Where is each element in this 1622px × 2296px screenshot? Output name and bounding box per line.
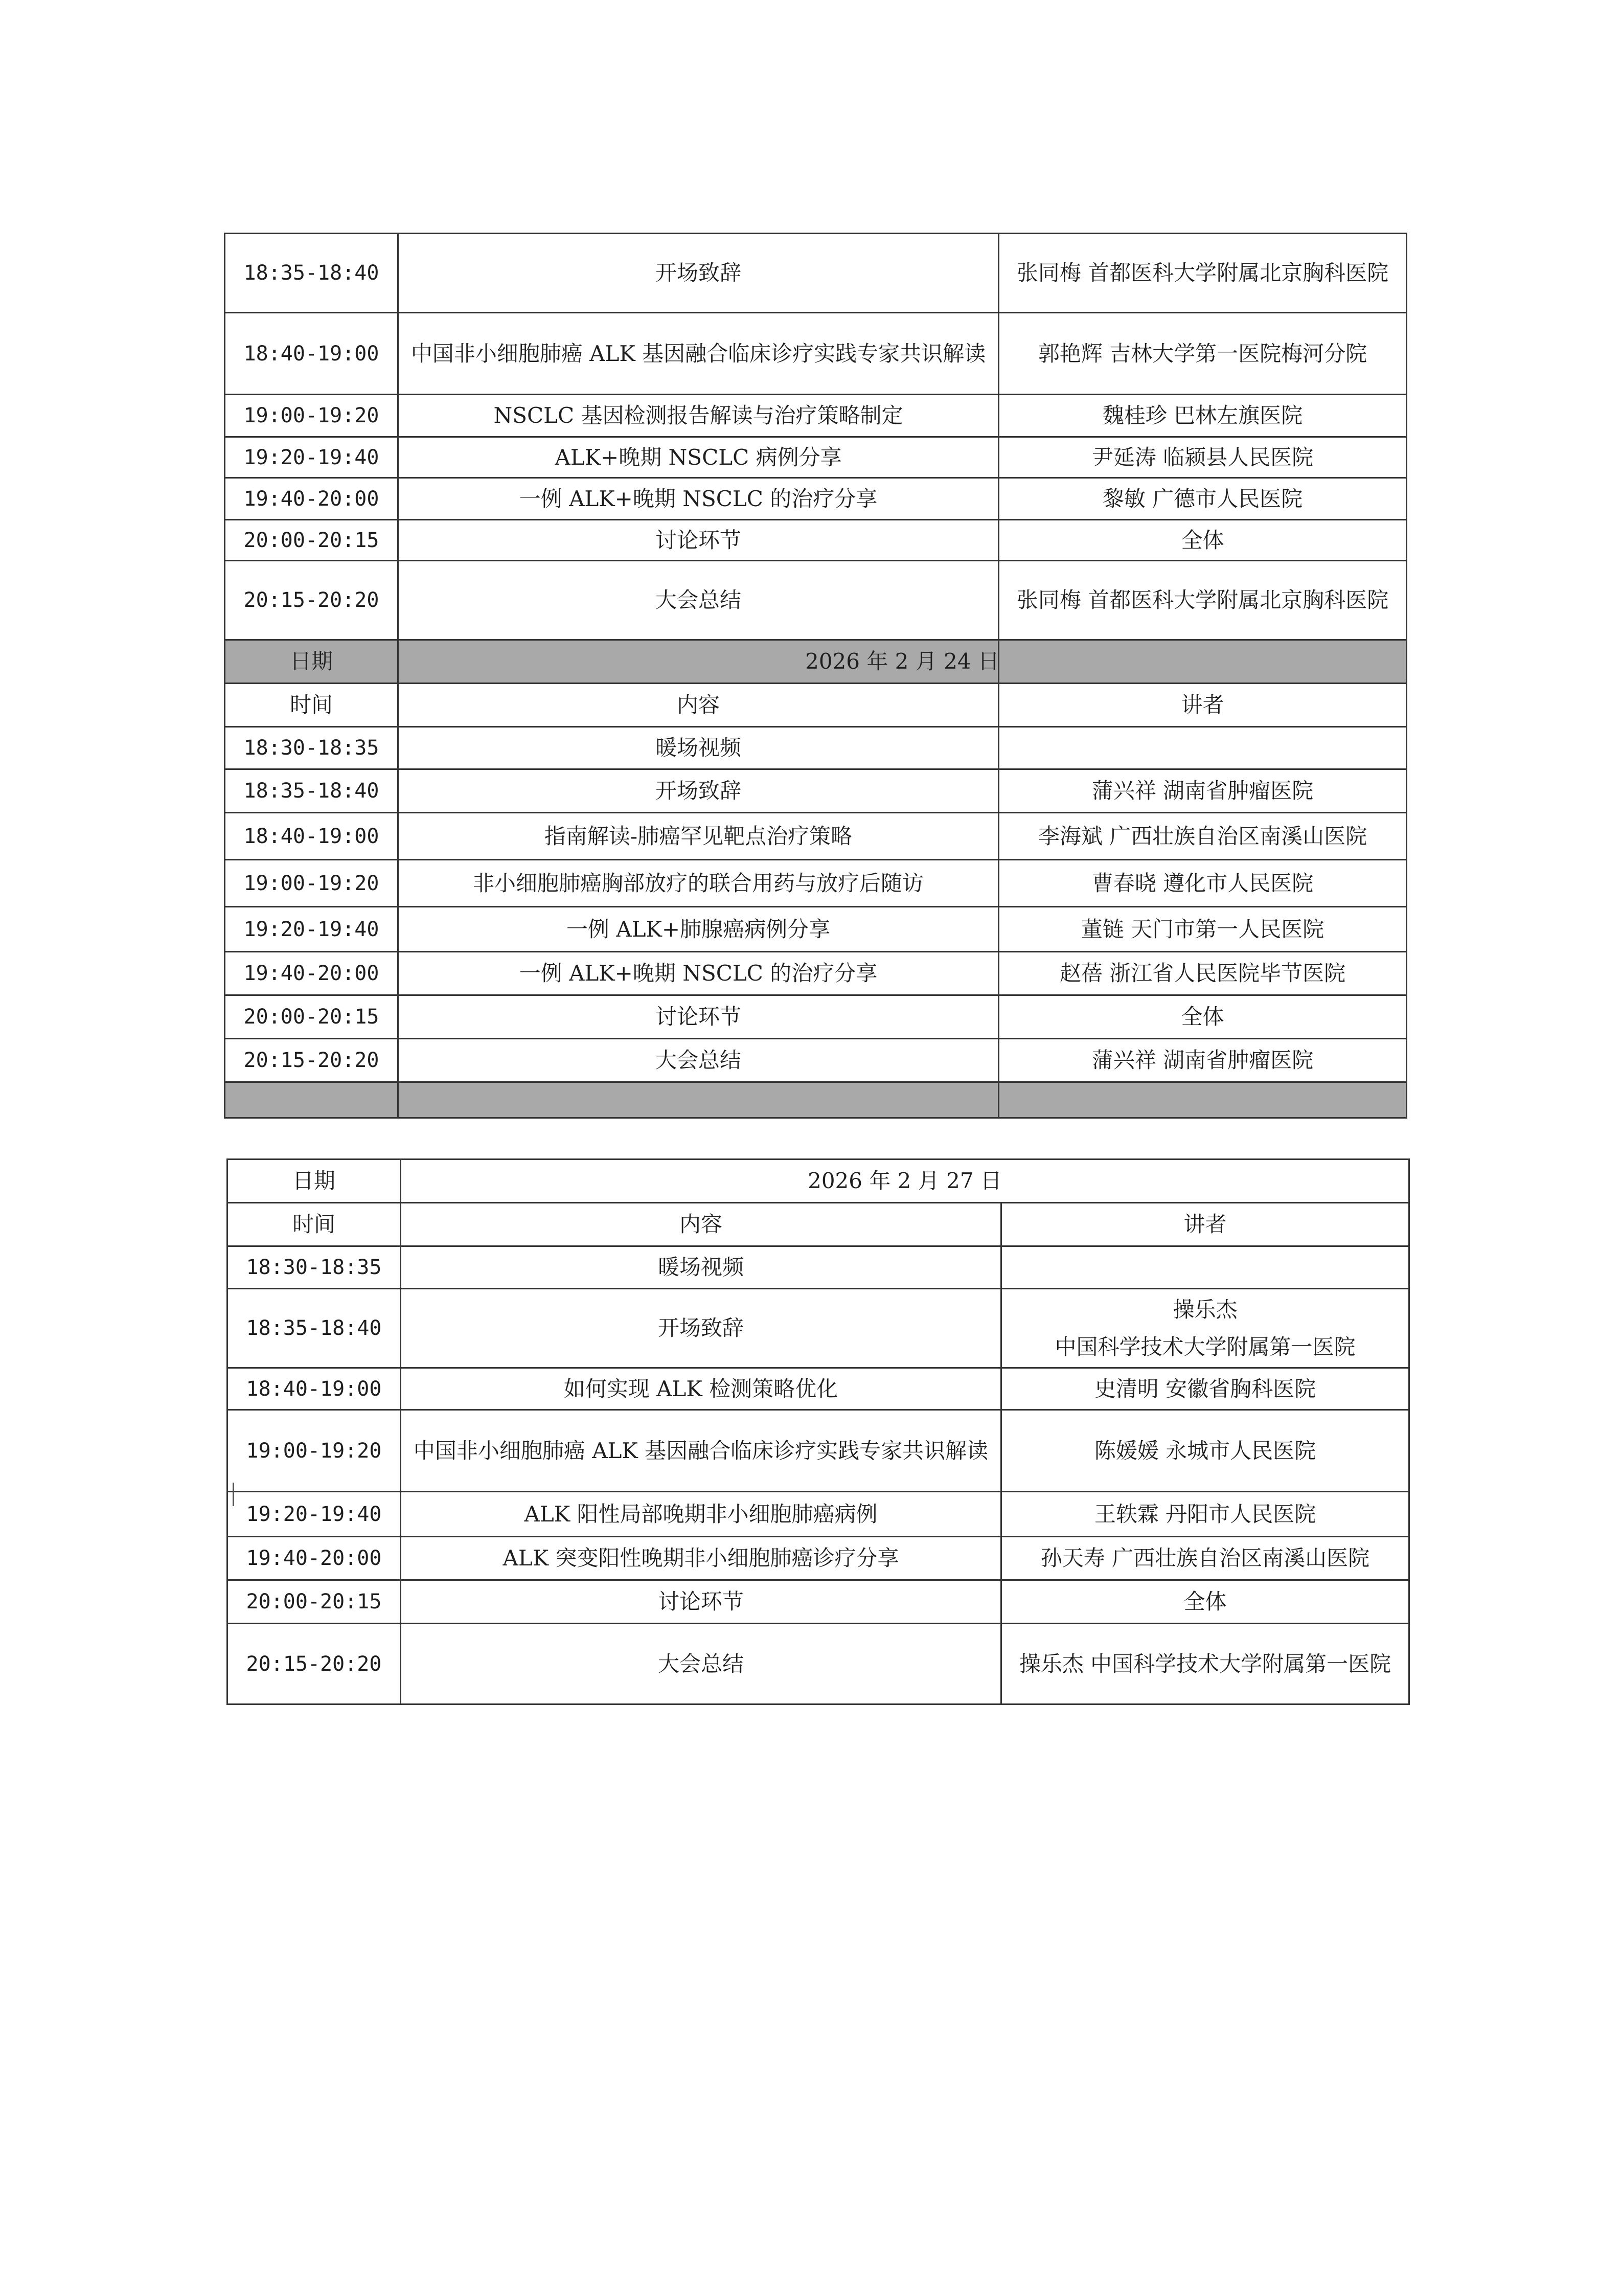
content-cell: 讨论环节 (398, 520, 999, 561)
time-cell: 20:00-20:15 (227, 1580, 401, 1624)
content-cell: 开场致辞 (401, 1289, 1001, 1368)
time-cell: 20:15-20:20 (227, 1624, 401, 1704)
header-row (227, 1203, 1409, 1246)
content-cell: 中国非小细胞肺癌 ALK 基因融合临床诊疗实践专家共识解读 (398, 313, 999, 395)
content-cell: 大会总结 (398, 561, 999, 640)
speaker-cell: 孙天寿 广西壮族自治区南溪山医院 (1001, 1537, 1409, 1580)
date-row (227, 1160, 1409, 1203)
content-cell: 讨论环节 (401, 1580, 1001, 1624)
table-row (227, 1246, 1409, 1289)
speaker-cell: 操乐杰 中国科学技术大学附属第一医院 (1001, 1624, 1409, 1704)
content-cell: ALK 阳性局部晚期非小细胞肺癌病例 (401, 1492, 1001, 1537)
header-time: 时间 (225, 684, 398, 727)
content-cell: 讨论环节 (398, 995, 999, 1039)
time-cell: 18:35-18:40 (225, 769, 398, 813)
content-cell: 中国非小细胞肺癌 ALK 基因融合临床诊疗实践专家共识解读 (401, 1410, 1001, 1492)
table-row (225, 860, 1407, 907)
speaker-cell: 张同梅 首都医科大学附属北京胸科医院 (999, 234, 1407, 313)
content-cell: 大会总结 (398, 1039, 999, 1082)
table-row (225, 769, 1407, 813)
content-cell: 开场致辞 (398, 769, 999, 813)
table-row (225, 437, 1407, 478)
table-row (227, 1580, 1409, 1624)
time-cell: 19:00-19:20 (225, 860, 398, 907)
content-cell: 暖场视频 (398, 727, 999, 769)
date-label: 日期 (225, 640, 398, 684)
speaker-cell: 李海斌 广西壮族自治区南溪山医院 (999, 813, 1407, 860)
header-speaker: 讲者 (999, 684, 1407, 727)
table-row (225, 907, 1407, 952)
speaker-cell: 张同梅 首都医科大学附属北京胸科医院 (999, 561, 1407, 640)
content-cell: 一例 ALK+晚期 NSCLC 的治疗分享 (398, 952, 999, 995)
speaker-cell: 全体 (999, 520, 1407, 561)
table-row (225, 561, 1407, 640)
speaker-cell (1001, 1289, 1409, 1368)
time-cell: 19:40-20:00 (227, 1537, 401, 1580)
table-row (225, 727, 1407, 769)
table-row (225, 1039, 1407, 1082)
time-cell: 19:20-19:40 (225, 437, 398, 478)
separator-row (225, 1082, 1407, 1118)
content-cell: 非小细胞肺癌胸部放疗的联合用药与放疗后随访 (398, 860, 999, 907)
time-cell: 18:40-19:00 (225, 313, 398, 395)
time-cell: 19:40-20:00 (225, 478, 398, 520)
table-row (225, 520, 1407, 561)
header-speaker: 讲者 (1001, 1203, 1409, 1246)
margin-mark (233, 1483, 234, 1506)
time-cell: 20:00-20:15 (225, 520, 398, 561)
content-cell: 一例 ALK+肺腺癌病例分享 (398, 907, 999, 952)
table-row (225, 234, 1407, 313)
time-cell: 18:40-19:00 (227, 1368, 401, 1410)
content-cell: 一例 ALK+晚期 NSCLC 的治疗分享 (398, 478, 999, 520)
date-row (225, 640, 1407, 684)
time-cell: 20:15-20:20 (225, 561, 398, 640)
table-row (227, 1624, 1409, 1704)
table-row (225, 313, 1407, 395)
time-cell: 18:35-18:40 (225, 234, 398, 313)
content-cell: 大会总结 (401, 1624, 1001, 1704)
time-cell: 18:40-19:00 (225, 813, 398, 860)
time-cell: 19:00-19:20 (227, 1410, 401, 1492)
table-row (225, 395, 1407, 437)
speaker-institution: 中国科学技术大学附属第一医院 (1055, 1334, 1356, 1359)
time-cell: 19:20-19:40 (227, 1492, 401, 1537)
speaker-cell: 郭艳辉 吉林大学第一医院梅河分院 (999, 313, 1407, 395)
time-cell: 19:40-20:00 (225, 952, 398, 995)
speaker-cell (999, 727, 1407, 769)
date-value: 2026 年 2 月 24 日 (398, 640, 1407, 684)
date-value: 2026 年 2 月 27 日 (401, 1160, 1409, 1203)
speaker-cell: 黎敏 广德市人民医院 (999, 478, 1407, 520)
speaker-cell: 全体 (999, 995, 1407, 1039)
speaker-cell: 蒲兴祥 湖南省肿瘤医院 (999, 769, 1407, 813)
table-row (227, 1537, 1409, 1580)
speaker-cell: 全体 (1001, 1580, 1409, 1624)
speaker-cell: 魏桂珍 巴林左旗医院 (999, 395, 1407, 437)
speaker-cell (1001, 1246, 1409, 1289)
speaker-cell: 尹延涛 临颍县人民医院 (999, 437, 1407, 478)
table-row (225, 478, 1407, 520)
speaker-cell: 蒲兴祥 湖南省肿瘤医院 (999, 1039, 1407, 1082)
content-cell: NSCLC 基因检测报告解读与治疗策略制定 (398, 395, 999, 437)
speaker-cell: 陈媛媛 永城市人民医院 (1001, 1410, 1409, 1492)
table-row (225, 995, 1407, 1039)
speaker-cell: 赵蓓 浙江省人民医院毕节医院 (999, 952, 1407, 995)
speaker-name: 操乐杰 (1173, 1297, 1238, 1322)
speaker-cell: 史清明 安徽省胸科医院 (1001, 1368, 1409, 1410)
time-cell: 18:30-18:35 (225, 727, 398, 769)
speaker-cell: 曹春晓 遵化市人民医院 (999, 860, 1407, 907)
content-cell: ALK 突变阳性晚期非小细胞肺癌诊疗分享 (401, 1537, 1001, 1580)
time-cell: 18:35-18:40 (227, 1289, 401, 1368)
content-cell: 如何实现 ALK 检测策略优化 (401, 1368, 1001, 1410)
content-cell: 指南解读-肺癌罕见靶点治疗策略 (398, 813, 999, 860)
header-content: 内容 (398, 684, 999, 727)
schedule-table-3 (226, 1158, 1410, 1705)
separator-cell (398, 1082, 999, 1118)
table-row (225, 952, 1407, 995)
time-cell: 20:00-20:15 (225, 995, 398, 1039)
time-cell: 18:30-18:35 (227, 1246, 401, 1289)
content-cell: ALK+晚期 NSCLC 病例分享 (398, 437, 999, 478)
date-label: 日期 (227, 1160, 401, 1203)
header-content: 内容 (401, 1203, 1001, 1246)
schedule-table-2 (224, 639, 1407, 1119)
schedule-table-1 (224, 233, 1407, 684)
speaker-cell: 董链 天门市第一人民医院 (999, 907, 1407, 952)
table-row (227, 1368, 1409, 1410)
content-cell: 开场致辞 (398, 234, 999, 313)
speaker-cell: 王轶霖 丹阳市人民医院 (1001, 1492, 1409, 1537)
table-row (225, 813, 1407, 860)
time-cell: 19:00-19:20 (225, 395, 398, 437)
table-row (227, 1410, 1409, 1492)
header-time: 时间 (227, 1203, 401, 1246)
separator-cell (225, 1082, 398, 1118)
table-row (227, 1492, 1409, 1537)
content-cell: 暖场视频 (401, 1246, 1001, 1289)
time-cell: 19:20-19:40 (225, 907, 398, 952)
time-cell: 20:15-20:20 (225, 1039, 398, 1082)
separator-cell (999, 1082, 1407, 1118)
table-row (227, 1289, 1409, 1368)
header-row (225, 684, 1407, 727)
